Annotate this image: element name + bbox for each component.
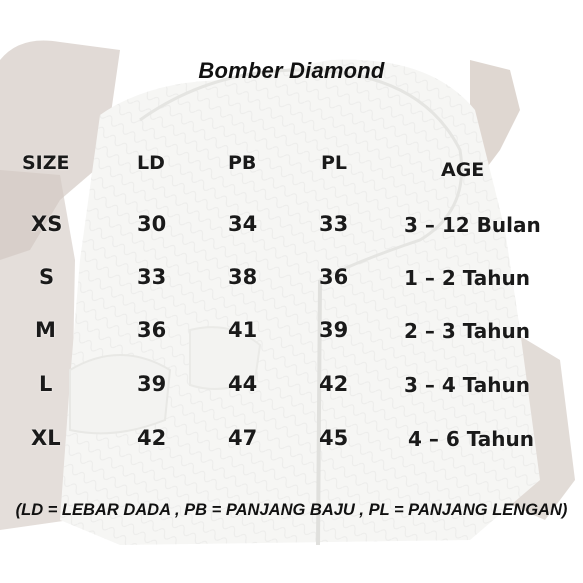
row-l-ld: 39 (137, 372, 167, 396)
row-s-ld: 33 (137, 265, 167, 289)
header-ld: LD (137, 152, 165, 174)
row-m-pb: 41 (228, 318, 258, 342)
row-m-pl: 39 (319, 318, 349, 342)
row-l-size: L (39, 372, 53, 396)
row-s-pb: 38 (228, 265, 258, 289)
row-xs-size: XS (31, 212, 63, 236)
row-m-size: M (35, 318, 56, 342)
header-pl: PL (321, 152, 348, 174)
row-xs-ld: 30 (137, 212, 167, 236)
row-s-pl: 36 (319, 265, 349, 289)
row-m-age: 2 – 3 Tahun (404, 319, 530, 343)
row-xs-age: 3 – 12 Bulan (404, 213, 541, 237)
row-xl-pb: 47 (228, 426, 258, 450)
row-s-age: 1 – 2 Tahun (404, 266, 530, 290)
row-l-pb: 44 (228, 372, 258, 396)
row-xl-size: XL (31, 426, 61, 450)
row-xl-pl: 45 (319, 426, 349, 450)
header-size: SIZE (22, 152, 70, 174)
row-xs-pl: 33 (319, 212, 349, 236)
row-s-size: S (39, 265, 55, 289)
row-xs-pb: 34 (228, 212, 258, 236)
header-age: AGE (441, 159, 485, 181)
row-l-age: 3 – 4 Tahun (404, 373, 530, 397)
row-m-ld: 36 (137, 318, 167, 342)
row-l-pl: 42 (319, 372, 349, 396)
row-xl-age: 4 – 6 Tahun (408, 427, 534, 451)
header-pb: PB (228, 152, 257, 174)
page-title: Bomber Diamond (198, 58, 385, 83)
legend-footnote: (LD = LEBAR DADA , PB = PANJANG BAJU , PL = PANJANG LENGAN) (15, 501, 568, 519)
row-xl-ld: 42 (137, 426, 167, 450)
